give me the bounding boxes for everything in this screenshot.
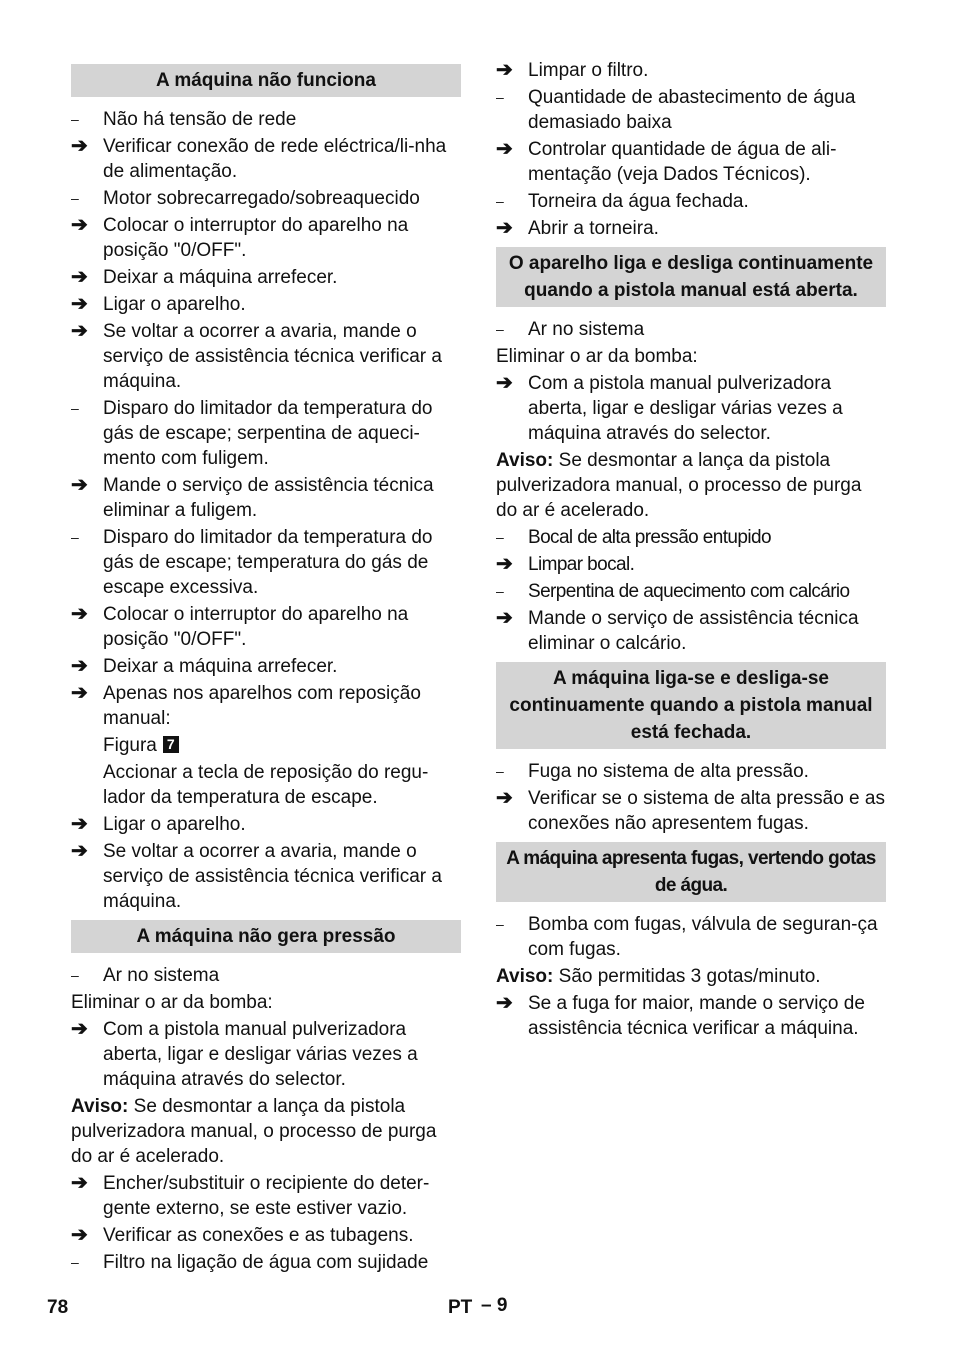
note-paragraph: Aviso: Se desmontar a lança da pistola pulverizadora manual, o processo de purga do ar é acelerado. <box>496 450 862 521</box>
dash-icon: – <box>71 529 79 545</box>
arrow-right-icon: ➔ <box>71 1018 88 1040</box>
dash-icon: – <box>71 111 79 127</box>
section-heading: A máquina liga-se e desliga-se continuamente quando a pistola manual está fechada. <box>496 662 886 749</box>
section-heading: A máquina não funciona <box>71 64 461 97</box>
note-label: Aviso: <box>496 966 554 987</box>
list-item: ➔ Controlar quantidade de água de ali-mentação (veja Dados Técnicos). <box>496 138 837 185</box>
dash-icon: – <box>71 1254 79 1270</box>
list-item: – Filtro na ligação de água com sujidade <box>71 1252 429 1273</box>
arrow-right-icon: ➔ <box>496 787 513 809</box>
dash-icon: – <box>71 967 79 983</box>
list-item: ➔ Limpar o filtro. <box>496 59 649 81</box>
list-item: ➔ Colocar o interruptor do aparelho na posição "0/OFF". <box>71 214 409 261</box>
language-code: PT <box>448 1297 473 1318</box>
list-item: – Fuga no sistema de alta pressão. <box>496 761 809 782</box>
dash-icon: – <box>496 89 504 105</box>
note-label: Aviso: <box>71 1096 129 1117</box>
left-column <box>71 58 461 1277</box>
figure-reference: Figura 7 <box>71 733 461 758</box>
arrow-right-icon: ➔ <box>496 992 513 1014</box>
list-item: ➔ Verificar conexão de rede eléctrica/li-nha de alimentação. <box>71 135 447 182</box>
section-page-number: – 9 <box>481 1295 508 1316</box>
list-item: – Motor sobrecarregado/sobreaquecido <box>71 188 420 209</box>
arrow-right-icon: ➔ <box>71 603 88 625</box>
dash-icon: – <box>496 916 504 932</box>
list-item: – Ar no sistema <box>496 319 645 340</box>
dash-icon: – <box>496 583 504 599</box>
arrow-right-icon: ➔ <box>71 293 88 315</box>
section-heading: A máquina apresenta fugas, vertendo gotas de água. <box>496 842 886 902</box>
dash-icon: – <box>71 190 79 206</box>
list-item: ➔ Verificar se o sistema de alta pressão e as conexões não apresentem fugas. <box>496 787 885 834</box>
list-item: – Serpentina de aquecimento com calcário <box>496 581 850 602</box>
list-item: ➔ Abrir a torneira. <box>496 217 659 239</box>
list-item: ➔ Ligar o aparelho. <box>71 813 246 835</box>
list-item: ➔ Ligar o aparelho. <box>71 293 246 315</box>
list-item: ➔ Limpar bocal. <box>496 553 635 575</box>
list-item: – Disparo do limitador da temperatura do gás de escape; temperatura do gás de escape excessiva. <box>71 527 433 598</box>
list-item: ➔ Com a pistola manual pulverizadora aberta, ligar e desligar várias vezes a máquina através do selector. <box>496 372 843 444</box>
arrow-right-icon: ➔ <box>71 1172 88 1194</box>
list-item: – Bomba com fugas, válvula de seguran-ça com fugas. <box>496 914 878 960</box>
list-item: ➔ Com a pistola manual pulverizadora aberta, ligar e desligar várias vezes a máquina através do selector. <box>71 1018 418 1090</box>
paragraph: Eliminar o ar da bomba: <box>71 992 273 1013</box>
arrow-right-icon: ➔ <box>496 372 513 394</box>
figure-number-badge: 7 <box>163 736 179 753</box>
arrow-right-icon: ➔ <box>496 59 513 81</box>
list-item: ➔ Verificar as conexões e as tubagens. <box>71 1224 414 1246</box>
arrow-right-icon: ➔ <box>71 682 88 704</box>
list-item: ➔ Encher/substituir o recipiente do deter-gente externo, se este estiver vazio. <box>71 1172 430 1219</box>
list-item: – Não há tensão de rede <box>71 109 297 130</box>
dash-icon: – <box>496 193 504 209</box>
dash-icon: – <box>496 763 504 779</box>
list-item: ➔ Apenas nos aparelhos com reposição manual: <box>71 682 421 729</box>
arrow-right-icon: ➔ <box>71 474 88 496</box>
arrow-right-icon: ➔ <box>496 553 513 575</box>
list-item: ➔ Deixar a máquina arrefecer. <box>71 655 338 677</box>
note-paragraph: Aviso: Se desmontar a lança da pistola pulverizadora manual, o processo de purga do ar é acelerado. <box>71 1096 437 1167</box>
section-heading: O aparelho liga e desliga continuamente quando a pistola manual está aberta. <box>496 247 886 307</box>
page-number: 78 <box>47 1297 69 1318</box>
section-heading: A máquina não gera pressão <box>71 920 461 953</box>
list-item: ➔ Se a fuga for maior, mande o serviço de assistência técnica verificar a máquina. <box>496 992 865 1039</box>
arrow-right-icon: ➔ <box>71 135 88 157</box>
list-item: ➔ Mande o serviço de assistência técnica eliminar a fuligem. <box>71 474 434 521</box>
note-paragraph: Aviso: São permitidas 3 gotas/minuto. <box>496 966 821 987</box>
list-item: ➔ Colocar o interruptor do aparelho na posição "0/OFF". <box>71 603 409 650</box>
list-item: ➔ Se voltar a ocorrer a avaria, mande o serviço de assistência técnica verificar a máquina. <box>71 320 442 392</box>
arrow-right-icon: ➔ <box>71 655 88 677</box>
list-item: – Quantidade de abastecimento de água demasiado baixa <box>496 87 856 133</box>
dash-icon: – <box>496 321 504 337</box>
list-item: – Disparo do limitador da temperatura do gás de escape; serpentina de aqueci-mento com fuligem. <box>71 398 433 469</box>
arrow-right-icon: ➔ <box>496 138 513 160</box>
note-label: Aviso: <box>496 450 554 471</box>
arrow-right-icon: ➔ <box>71 813 88 835</box>
paragraph: Eliminar o ar da bomba: <box>496 346 698 367</box>
arrow-right-icon: ➔ <box>496 607 513 629</box>
list-item: ➔ Deixar a máquina arrefecer. <box>71 266 338 288</box>
list-item: ➔ Se voltar a ocorrer a avaria, mande o serviço de assistência técnica verificar a máquina. <box>71 840 442 912</box>
arrow-right-icon: ➔ <box>71 840 88 862</box>
arrow-right-icon: ➔ <box>71 1224 88 1246</box>
arrow-right-icon: ➔ <box>71 214 88 236</box>
right-column <box>496 58 886 1043</box>
dash-icon: – <box>496 529 504 545</box>
list-item: ➔ Mande o serviço de assistência técnica eliminar o calcário. <box>496 607 859 654</box>
arrow-right-icon: ➔ <box>71 266 88 288</box>
list-item: – Bocal de alta pressão entupido <box>496 527 771 548</box>
list-item-continuation: Accionar a tecla de reposição do regu-lador da temperatura de escape. <box>103 762 429 808</box>
list-item: – Torneira da água fechada. <box>496 191 749 212</box>
arrow-right-icon: ➔ <box>496 217 513 239</box>
arrow-right-icon: ➔ <box>71 320 88 342</box>
list-item: – Ar no sistema <box>71 965 220 986</box>
dash-icon: – <box>71 400 79 416</box>
